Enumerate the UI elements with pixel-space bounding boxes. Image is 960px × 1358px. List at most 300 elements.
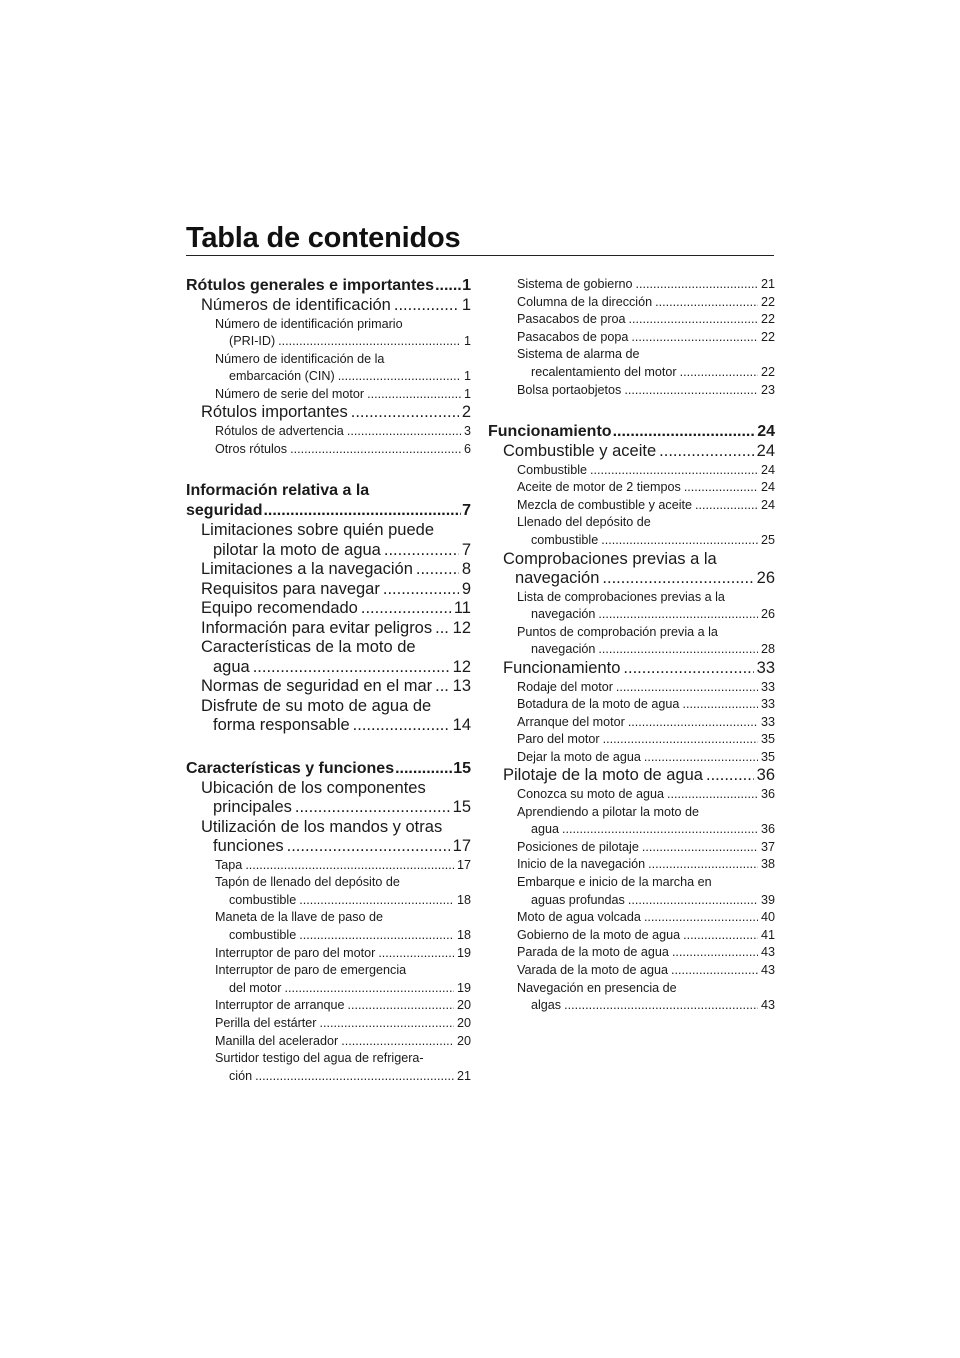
toc-entry-title: Números de identificación bbox=[201, 296, 391, 314]
toc-entry-level-1[interactable] bbox=[186, 759, 471, 779]
dot-leader bbox=[598, 641, 758, 659]
toc-page-number: 18 bbox=[456, 928, 471, 943]
toc-entry-title: Arranque del motor bbox=[517, 714, 625, 729]
toc-page-number: 41 bbox=[760, 927, 775, 942]
toc-page-number: 17 bbox=[456, 857, 471, 872]
toc-entry-title: Combustible y aceite bbox=[503, 442, 657, 461]
toc-entry-title-line: Puntos de comprobación previa a la bbox=[517, 624, 718, 639]
toc-entry-level-3[interactable] bbox=[186, 1033, 471, 1051]
toc-entry-title: Sistema de gobierno bbox=[517, 277, 633, 291]
toc-entry-level-3[interactable] bbox=[488, 786, 775, 804]
toc-entry-title: Parada de la moto de agua bbox=[517, 945, 669, 960]
toc-page-number: 7 bbox=[462, 502, 471, 520]
toc-entry-title: Rótulos generales e importantes bbox=[186, 277, 435, 294]
dot-leader bbox=[680, 364, 758, 382]
toc-entry-level-3[interactable] bbox=[488, 276, 775, 294]
toc-entry-title: Requisitos para navegar bbox=[201, 579, 380, 598]
dot-leader bbox=[320, 1015, 454, 1033]
toc-entry-level-3[interactable] bbox=[186, 316, 471, 351]
dot-leader bbox=[255, 1068, 454, 1086]
toc-page-number: 18 bbox=[456, 892, 471, 907]
toc-entry-title-line: Información relativa a la bbox=[186, 482, 370, 500]
toc-entry-row bbox=[488, 422, 775, 442]
toc-entry-level-3[interactable] bbox=[488, 382, 775, 400]
toc-entry-title-line: Aprendiendo a pilotar la moto de bbox=[517, 804, 700, 819]
toc-entry-title: Gobierno de la moto de agua bbox=[517, 927, 681, 942]
toc-entry-row bbox=[215, 1015, 471, 1033]
toc-page-number: 2 bbox=[461, 403, 471, 422]
toc-page-number: 21 bbox=[760, 277, 775, 291]
toc-entry-title: navegación bbox=[531, 607, 596, 622]
toc-entry-title-line: Sistema de alarma de bbox=[517, 347, 640, 362]
toc-entry-title: seguridad bbox=[186, 502, 263, 520]
toc-entry-row bbox=[517, 364, 775, 382]
dot-leader bbox=[562, 821, 758, 839]
toc-page-number: 15 bbox=[453, 759, 471, 777]
toc-page-number: 43 bbox=[760, 962, 775, 977]
toc-page-number: 36 bbox=[760, 822, 775, 837]
toc-entry-title: Rótulos importantes bbox=[201, 403, 348, 422]
toc-entry-row bbox=[201, 599, 471, 619]
toc-entry-level-2[interactable] bbox=[186, 619, 471, 639]
toc-entry-title-line: Comprobaciones previas a la bbox=[503, 549, 717, 568]
toc-entry-title: funciones bbox=[213, 837, 284, 856]
toc-entry-row bbox=[201, 541, 471, 561]
toc-entry-level-3[interactable] bbox=[488, 714, 775, 732]
dot-leader bbox=[435, 677, 450, 697]
toc-entry-title: Tapa bbox=[215, 857, 243, 872]
dot-leader bbox=[628, 714, 758, 732]
dot-leader bbox=[706, 766, 754, 786]
toc-entry-title-line: Lista de comprobaciones previas a la bbox=[517, 589, 725, 604]
toc-entry-row bbox=[215, 423, 471, 441]
dot-leader bbox=[683, 927, 758, 945]
toc-entry-title-line: Llenado del depósito de bbox=[517, 515, 651, 530]
toc-entry-title: Interruptor de paro del motor bbox=[215, 945, 376, 960]
dot-leader bbox=[644, 749, 758, 767]
toc-entry-row bbox=[517, 731, 775, 749]
toc-entry-level-2[interactable] bbox=[488, 766, 775, 786]
toc-entry-row bbox=[201, 716, 471, 736]
dot-leader bbox=[348, 997, 454, 1015]
toc-entry-title: Columna de la dirección bbox=[517, 294, 653, 309]
dot-leader bbox=[299, 892, 454, 910]
toc-entry-row bbox=[215, 997, 471, 1015]
toc-page-number: 22 bbox=[760, 329, 775, 344]
toc-entry-title: Posiciones de pilotaje bbox=[517, 839, 639, 854]
toc-entry-row bbox=[201, 658, 471, 678]
toc-entry-title: combustible bbox=[531, 533, 599, 548]
toc-entry-row bbox=[201, 798, 471, 818]
dot-leader bbox=[253, 658, 450, 678]
toc-page-number: 22 bbox=[760, 364, 775, 379]
dot-leader bbox=[394, 296, 459, 316]
toc-entry-level-3[interactable] bbox=[186, 962, 471, 997]
toc-entry-row bbox=[215, 892, 471, 910]
toc-entry-title: Limitaciones a la navegación bbox=[201, 560, 413, 579]
toc-entry-title: navegación bbox=[531, 642, 596, 657]
toc-page-number: 3 bbox=[463, 423, 471, 438]
toc-entry-title: navegación bbox=[515, 569, 600, 588]
toc-entry-row bbox=[517, 641, 775, 659]
toc-entry-row bbox=[517, 329, 775, 347]
toc-page-number: 8 bbox=[461, 560, 471, 579]
toc-entry-level-2[interactable] bbox=[186, 296, 471, 316]
toc-entry-level-3[interactable] bbox=[488, 731, 775, 749]
toc-page-number: 36 bbox=[760, 786, 775, 801]
toc-page-number: 12 bbox=[452, 618, 471, 637]
toc-entry-level-2[interactable] bbox=[488, 442, 775, 462]
dot-leader bbox=[672, 944, 758, 962]
toc-entry-level-2[interactable] bbox=[186, 560, 471, 580]
toc-entry-row bbox=[517, 276, 775, 294]
dot-leader bbox=[671, 962, 758, 980]
toc-entry-title: combustible bbox=[229, 928, 297, 943]
toc-page-number: 17 bbox=[452, 837, 471, 856]
toc-entry-title-line: Número de identificación de la bbox=[215, 351, 385, 366]
toc-entry-row bbox=[215, 980, 471, 998]
toc-entry-level-3[interactable] bbox=[488, 927, 775, 945]
toc-entry-level-2[interactable] bbox=[186, 403, 471, 423]
toc-page-number: 33 bbox=[756, 659, 775, 677]
toc-entry-row bbox=[503, 659, 775, 679]
toc-page-number: 24 bbox=[760, 480, 775, 495]
toc-entry-title-line: Embarque e inicio de la marcha en bbox=[517, 874, 712, 889]
toc-entry-title: Interruptor de arranque bbox=[215, 998, 345, 1013]
dot-leader bbox=[564, 997, 758, 1015]
toc-entry-row bbox=[517, 892, 775, 910]
toc-page-number: 24 bbox=[757, 423, 775, 441]
toc-entry-level-3[interactable] bbox=[186, 909, 471, 944]
toc-entry-level-2[interactable] bbox=[186, 697, 471, 736]
page-title: Tabla de contenidos bbox=[186, 222, 461, 254]
toc-entry-title: algas bbox=[531, 998, 562, 1013]
toc-entry-title: Número de serie del motor bbox=[215, 386, 365, 401]
dot-leader bbox=[601, 532, 758, 550]
toc-entry-level-3[interactable] bbox=[488, 944, 775, 962]
toc-entry-level-1[interactable] bbox=[488, 422, 775, 442]
toc-entry-row bbox=[201, 580, 471, 600]
toc-page-number: 13 bbox=[452, 677, 471, 696]
toc-page-number: 28 bbox=[760, 642, 775, 657]
toc-entry-title: Perilla del estárter bbox=[215, 1016, 317, 1030]
toc-entry-row bbox=[201, 296, 471, 316]
toc-entry-title: Funcionamiento bbox=[488, 423, 612, 441]
toc-entry-title: Inicio de la navegación bbox=[517, 857, 646, 872]
toc-entry-row bbox=[517, 909, 775, 927]
toc-page-number: 25 bbox=[760, 533, 775, 548]
toc-entry-title: aguas profundas bbox=[531, 892, 625, 907]
toc-page-number: 12 bbox=[452, 657, 471, 676]
toc-entry-row bbox=[517, 962, 775, 980]
toc-entry-title: Combustible bbox=[517, 462, 587, 477]
toc-entry-level-2[interactable] bbox=[488, 550, 775, 589]
dot-leader bbox=[295, 798, 450, 818]
toc-entry-row bbox=[517, 479, 775, 497]
dot-leader bbox=[263, 501, 461, 521]
toc-entry-row bbox=[186, 759, 471, 779]
dot-leader bbox=[395, 759, 452, 779]
dot-leader bbox=[624, 382, 758, 400]
dot-leader bbox=[684, 479, 758, 497]
toc-entry-row bbox=[215, 1033, 471, 1051]
toc-page-number: 1 bbox=[462, 277, 471, 294]
toc-entry-level-3[interactable] bbox=[186, 874, 471, 909]
toc-entry-title: Funcionamiento bbox=[503, 659, 621, 677]
toc-entry-level-3[interactable] bbox=[488, 479, 775, 497]
toc-entry-row bbox=[503, 766, 775, 786]
toc-entry-level-3[interactable] bbox=[488, 696, 775, 714]
toc-entry-row bbox=[517, 944, 775, 962]
toc-entry-title-line: Tapón de llenado del depósito de bbox=[215, 875, 400, 890]
toc-entry-title-line: Maneta de la llave de paso de bbox=[215, 910, 384, 925]
toc-entry-row bbox=[517, 786, 775, 804]
toc-page-number: 33 bbox=[760, 697, 775, 712]
dot-leader bbox=[636, 276, 758, 294]
toc-page-number: 1 bbox=[463, 369, 471, 384]
dot-leader bbox=[347, 423, 461, 441]
toc-entry-title: Dejar la moto de agua bbox=[517, 749, 641, 764]
toc-page-number: 35 bbox=[760, 749, 775, 764]
toc-entry-level-2[interactable] bbox=[186, 599, 471, 619]
toc-entry-level-3[interactable] bbox=[488, 804, 775, 839]
toc-page-number: 19 bbox=[456, 980, 471, 995]
toc-right-column bbox=[488, 276, 775, 1015]
dot-leader bbox=[416, 560, 459, 580]
toc-entry-level-2[interactable] bbox=[186, 638, 471, 677]
toc-entry-title: Características y funciones bbox=[186, 759, 395, 777]
toc-entry-level-3[interactable] bbox=[488, 329, 775, 347]
toc-entry-row bbox=[215, 945, 471, 963]
toc-page-number: 9 bbox=[461, 579, 471, 598]
dot-leader bbox=[682, 696, 758, 714]
toc-page-number: 1 bbox=[463, 334, 471, 349]
toc-entry-title: Paro del motor bbox=[517, 732, 600, 747]
dot-leader bbox=[623, 659, 753, 679]
toc-entry-level-1[interactable] bbox=[186, 481, 471, 521]
toc-entry-row bbox=[517, 821, 775, 839]
toc-left-column bbox=[186, 276, 471, 1085]
toc-entry-title: Varada de la moto de agua bbox=[517, 962, 669, 977]
toc-entry-level-3[interactable] bbox=[186, 1050, 471, 1085]
toc-page-number: 24 bbox=[760, 497, 775, 512]
toc-entry-title: principales bbox=[213, 798, 292, 817]
toc-entry-row bbox=[517, 927, 775, 945]
toc-entry-level-2[interactable] bbox=[488, 659, 775, 679]
toc-entry-title: combustible bbox=[229, 892, 297, 907]
toc-entry-level-3[interactable] bbox=[488, 462, 775, 480]
toc-entry-row bbox=[215, 441, 471, 459]
toc-entry-title: Rodaje del motor bbox=[517, 679, 613, 694]
toc-entry-level-3[interactable] bbox=[488, 346, 775, 381]
toc-entry-level-3[interactable] bbox=[488, 749, 775, 767]
toc-page-number: 22 bbox=[760, 294, 775, 309]
dot-leader bbox=[299, 927, 454, 945]
toc-entry-level-2[interactable] bbox=[186, 580, 471, 600]
toc-entry-row bbox=[186, 276, 471, 296]
toc-entry-level-3[interactable] bbox=[488, 589, 775, 624]
toc-entry-title: Aceite de motor de 2 tiempos bbox=[517, 480, 681, 495]
toc-entry-level-3[interactable] bbox=[488, 980, 775, 1015]
toc-entry-title: Botadura de la moto de agua bbox=[517, 697, 680, 712]
toc-entry-level-3[interactable] bbox=[488, 856, 775, 874]
toc-entry-row bbox=[215, 927, 471, 945]
toc-entry-level-3[interactable] bbox=[186, 945, 471, 963]
toc-page-number: 20 bbox=[456, 998, 471, 1013]
toc-entry-row bbox=[503, 442, 775, 462]
dot-leader bbox=[642, 839, 758, 857]
toc-entry-row bbox=[186, 501, 471, 521]
toc-entry-title: pilotar la moto de agua bbox=[213, 540, 381, 559]
toc-entry-level-3[interactable] bbox=[488, 514, 775, 549]
dot-leader bbox=[435, 276, 461, 296]
toc-entry-level-3[interactable] bbox=[186, 386, 471, 404]
toc-entry-level-3[interactable] bbox=[488, 624, 775, 659]
dot-leader bbox=[616, 679, 758, 697]
toc-entry-title: del motor bbox=[229, 980, 282, 995]
toc-page-number: 38 bbox=[760, 857, 775, 872]
toc-page-number: 43 bbox=[760, 998, 775, 1013]
toc-entry-title: Conozca su moto de agua bbox=[517, 786, 665, 801]
dot-leader bbox=[613, 422, 757, 442]
toc-entry-row bbox=[517, 532, 775, 550]
dot-leader bbox=[603, 731, 758, 749]
dot-leader bbox=[590, 462, 758, 480]
toc-entry-level-3[interactable] bbox=[488, 311, 775, 329]
toc-entry-row bbox=[517, 382, 775, 400]
toc-entry-row bbox=[215, 333, 471, 351]
toc-entry-title: Otros rótulos bbox=[215, 441, 288, 456]
dot-leader bbox=[384, 541, 459, 561]
dot-leader bbox=[435, 619, 450, 639]
toc-entry-row bbox=[503, 569, 775, 589]
toc-entry-row bbox=[517, 462, 775, 480]
toc-entry-level-3[interactable] bbox=[488, 294, 775, 312]
title-rule bbox=[186, 255, 774, 256]
toc-entry-row bbox=[201, 677, 471, 697]
toc-entry-level-3[interactable] bbox=[488, 909, 775, 927]
dot-leader bbox=[631, 329, 758, 347]
toc-entry-level-3[interactable] bbox=[488, 679, 775, 697]
dot-leader bbox=[648, 856, 758, 874]
dot-leader bbox=[629, 311, 758, 329]
dot-leader bbox=[602, 569, 753, 589]
toc-page-number: 11 bbox=[453, 599, 471, 618]
toc-entry-level-3[interactable] bbox=[488, 839, 775, 857]
toc-entry-level-3[interactable] bbox=[186, 1015, 471, 1033]
toc-entry-level-2[interactable] bbox=[186, 677, 471, 697]
toc-entry-row bbox=[201, 619, 471, 639]
toc-page-number: 20 bbox=[456, 1016, 471, 1030]
toc-entry-row bbox=[517, 839, 775, 857]
toc-page-number: 39 bbox=[760, 892, 775, 907]
dot-leader bbox=[695, 497, 758, 515]
dot-leader bbox=[367, 386, 461, 404]
toc-page-number: 14 bbox=[452, 716, 471, 735]
toc-entry-level-3[interactable] bbox=[488, 874, 775, 909]
toc-entry-title: Pasacabos de popa bbox=[517, 329, 629, 344]
toc-entry-title-line: Limitaciones sobre quién puede bbox=[201, 521, 434, 540]
toc-entry-level-1[interactable] bbox=[186, 276, 471, 296]
dot-leader bbox=[245, 857, 454, 875]
toc-entry-row bbox=[517, 714, 775, 732]
dot-leader bbox=[278, 333, 461, 351]
toc-entry-title: Normas de seguridad en el mar bbox=[201, 677, 433, 696]
toc-page-number: 21 bbox=[456, 1068, 471, 1083]
dot-leader bbox=[628, 892, 758, 910]
toc-page-number: 35 bbox=[760, 732, 775, 747]
dot-leader bbox=[655, 294, 758, 312]
toc-entry-level-3[interactable] bbox=[488, 497, 775, 515]
dot-leader bbox=[667, 786, 758, 804]
dot-leader bbox=[383, 580, 459, 600]
toc-page-number: 23 bbox=[760, 382, 775, 397]
toc-page-number: 36 bbox=[756, 766, 775, 785]
toc-entry-title-line: Utilización de los mandos y otras bbox=[201, 817, 443, 836]
toc-entry-row bbox=[517, 497, 775, 515]
toc-entry-row bbox=[215, 1068, 471, 1086]
toc-page-number: 40 bbox=[760, 910, 775, 925]
toc-entry-level-3[interactable] bbox=[186, 441, 471, 459]
dot-leader bbox=[341, 1033, 454, 1051]
toc-entry-title: Rótulos de advertencia bbox=[215, 423, 344, 438]
toc-entry-level-3[interactable] bbox=[488, 962, 775, 980]
toc-entry-level-2[interactable] bbox=[186, 779, 471, 818]
toc-entry-title: agua bbox=[531, 822, 560, 837]
toc-entry-level-3[interactable] bbox=[186, 423, 471, 441]
toc-entry-title: (PRI-ID) bbox=[229, 334, 276, 349]
toc-entry-level-3[interactable] bbox=[186, 351, 471, 386]
toc-entry-row bbox=[201, 403, 471, 423]
toc-entry-row bbox=[215, 368, 471, 386]
toc-entry-title-line: Surtidor testigo del agua de refrigera- bbox=[215, 1051, 424, 1066]
toc-entry-title: Manilla del acelerador bbox=[215, 1033, 339, 1048]
toc-entry-row bbox=[517, 679, 775, 697]
toc-page-number: 33 bbox=[760, 714, 775, 729]
toc-entry-title-line: Ubicación de los componentes bbox=[201, 778, 426, 797]
dot-leader bbox=[361, 599, 451, 619]
toc-page-number: 26 bbox=[756, 569, 775, 588]
toc-entry-title: Información para evitar peligros bbox=[201, 618, 433, 637]
toc-entry-level-2[interactable] bbox=[186, 521, 471, 560]
toc-entry-level-2[interactable] bbox=[186, 818, 471, 857]
toc-entry-title-line: Disfrute de su moto de agua de bbox=[201, 696, 432, 715]
toc-entry-title-line: Navegación en presencia de bbox=[517, 980, 677, 995]
toc-entry-level-3[interactable] bbox=[186, 997, 471, 1015]
toc-entry-title-line: Características de la moto de bbox=[201, 638, 416, 657]
dot-leader bbox=[290, 441, 461, 459]
toc-entry-level-3[interactable] bbox=[186, 857, 471, 875]
toc-entry-title: Equipo recomendado bbox=[201, 599, 358, 618]
dot-leader bbox=[351, 403, 459, 423]
toc-entry-title: Mezcla de combustible y aceite bbox=[517, 497, 692, 512]
toc-entry-title: Pilotaje de la moto de agua bbox=[503, 766, 703, 785]
toc-entry-title: ción bbox=[229, 1068, 253, 1083]
toc-entry-title: forma responsable bbox=[213, 716, 350, 735]
toc-page-number: 24 bbox=[760, 462, 775, 477]
toc-entry-row bbox=[517, 749, 775, 767]
toc-page-number: 1 bbox=[461, 296, 471, 314]
toc-entry-title-line: Interruptor de paro de emergencia bbox=[215, 963, 407, 978]
toc-entry-row bbox=[517, 856, 775, 874]
toc-page-number: 20 bbox=[456, 1033, 471, 1048]
toc-entry-row bbox=[215, 857, 471, 875]
toc-entry-row bbox=[517, 294, 775, 312]
toc-entry-title: Pasacabos de proa bbox=[517, 312, 626, 327]
toc-page-number: 7 bbox=[461, 540, 471, 559]
toc-page-number: 15 bbox=[452, 798, 471, 817]
toc-page-number: 24 bbox=[756, 442, 775, 461]
